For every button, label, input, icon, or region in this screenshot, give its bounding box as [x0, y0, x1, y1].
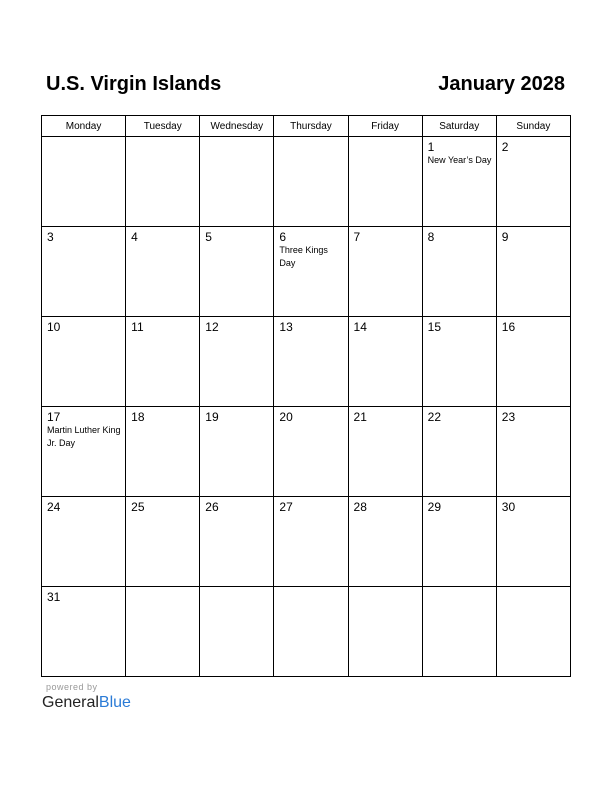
- day-number: 29: [427, 500, 442, 514]
- day-number: 11: [131, 320, 144, 334]
- day-cell: [422, 137, 496, 227]
- day-cell: [126, 227, 200, 317]
- month-year-title: January 2028: [438, 73, 565, 95]
- weekday-header: Wednesday: [200, 116, 274, 137]
- week-row: [42, 497, 571, 587]
- day-cell: [422, 587, 496, 677]
- day-cell: [496, 497, 570, 587]
- day-number: 20: [279, 410, 293, 424]
- day-cell: [496, 317, 570, 407]
- week-row: [42, 137, 571, 227]
- week-row: [42, 587, 571, 677]
- holiday-label: Martin Luther King Jr. Day: [47, 425, 121, 448]
- day-cell: [274, 227, 348, 317]
- day-number: 24: [47, 500, 61, 514]
- weekday-header: Tuesday: [126, 116, 200, 137]
- day-number: 19: [205, 410, 219, 424]
- day-number: 16: [501, 320, 516, 334]
- holiday-label: Three Kings Day: [279, 245, 328, 268]
- day-number: 27: [279, 500, 293, 514]
- day-cell: [422, 497, 496, 587]
- day-cell: [496, 137, 570, 227]
- day-cell: [200, 407, 274, 497]
- day-cell: [348, 317, 422, 407]
- day-number: 12: [205, 320, 219, 334]
- week-row: [42, 407, 571, 497]
- country-title: U.S. Virgin Islands: [46, 73, 222, 95]
- day-number: 13: [279, 320, 293, 334]
- day-cell: [274, 137, 348, 227]
- day-cell: [42, 317, 126, 407]
- day-number: [349, 587, 422, 590]
- day-cell: [274, 317, 348, 407]
- day-cell: [496, 587, 570, 677]
- day-number: 22: [427, 410, 442, 424]
- day-number: 25: [131, 500, 145, 514]
- day-cell: [348, 497, 422, 587]
- day-cell: [348, 137, 422, 227]
- logo-general-text: General: [42, 694, 99, 711]
- powered-by-text: powered by: [46, 682, 98, 692]
- day-cell: [42, 137, 126, 227]
- day-cell: [274, 407, 348, 497]
- day-number: [349, 137, 422, 140]
- weekday-header-row: [42, 116, 571, 137]
- day-number: 7: [353, 230, 361, 244]
- day-cell: [126, 407, 200, 497]
- day-number: [274, 137, 347, 140]
- calendar-grid: [41, 115, 571, 677]
- logo-blue-text: Blue: [98, 694, 131, 711]
- day-number: 9: [501, 230, 509, 244]
- day-cell: [422, 317, 496, 407]
- weekday-header: Sunday: [496, 116, 570, 137]
- day-number: [200, 587, 273, 590]
- week-row: [42, 317, 571, 407]
- day-cell: [496, 407, 570, 497]
- day-cell: [200, 317, 274, 407]
- day-cell: [422, 227, 496, 317]
- day-cell: [274, 497, 348, 587]
- day-number: 5: [205, 230, 212, 244]
- day-number: 3: [47, 230, 54, 244]
- day-number: 2: [501, 140, 509, 154]
- day-number: 1: [427, 140, 435, 154]
- day-number: [274, 587, 347, 590]
- day-cell: [42, 407, 126, 497]
- day-number: [126, 137, 199, 140]
- day-number: 28: [353, 500, 367, 514]
- day-cell: [126, 497, 200, 587]
- day-cell: [126, 317, 200, 407]
- day-cell: [274, 587, 348, 677]
- day-number: 15: [427, 320, 442, 334]
- day-cell: [42, 227, 126, 317]
- weekday-header: Monday: [42, 116, 126, 137]
- day-number: 18: [131, 410, 145, 424]
- day-cell: [126, 137, 200, 227]
- day-number: [200, 137, 273, 140]
- day-cell: [348, 587, 422, 677]
- holiday-label: New Year’s Day: [427, 155, 492, 165]
- day-number: 10: [47, 320, 61, 334]
- weekday-header: Saturday: [422, 116, 496, 137]
- day-number: [423, 587, 496, 590]
- day-number: [497, 587, 570, 590]
- day-number: 30: [501, 500, 516, 514]
- day-cell: [42, 587, 126, 677]
- day-cell: [200, 227, 274, 317]
- day-number: 17: [47, 410, 61, 424]
- day-cell: [200, 497, 274, 587]
- day-number: [126, 587, 199, 590]
- day-cell: [126, 587, 200, 677]
- week-row: [42, 227, 571, 317]
- day-number: 26: [205, 500, 219, 514]
- day-cell: [422, 407, 496, 497]
- day-cell: [200, 137, 274, 227]
- weekday-header: Thursday: [274, 116, 348, 137]
- day-number: 21: [353, 410, 367, 424]
- day-cell: [200, 587, 274, 677]
- day-number: 6: [279, 230, 287, 244]
- day-cell: [348, 227, 422, 317]
- generalblue-logo[interactable]: [42, 693, 131, 713]
- weekday-header: Friday: [348, 116, 422, 137]
- day-number: 23: [501, 410, 516, 424]
- day-cell: [496, 227, 570, 317]
- day-cell: [348, 407, 422, 497]
- day-number: 8: [427, 230, 435, 244]
- day-number: 4: [131, 230, 138, 244]
- day-number: 14: [353, 320, 367, 334]
- day-number: 31: [47, 590, 61, 604]
- day-cell: [42, 497, 126, 587]
- day-number: [42, 137, 125, 140]
